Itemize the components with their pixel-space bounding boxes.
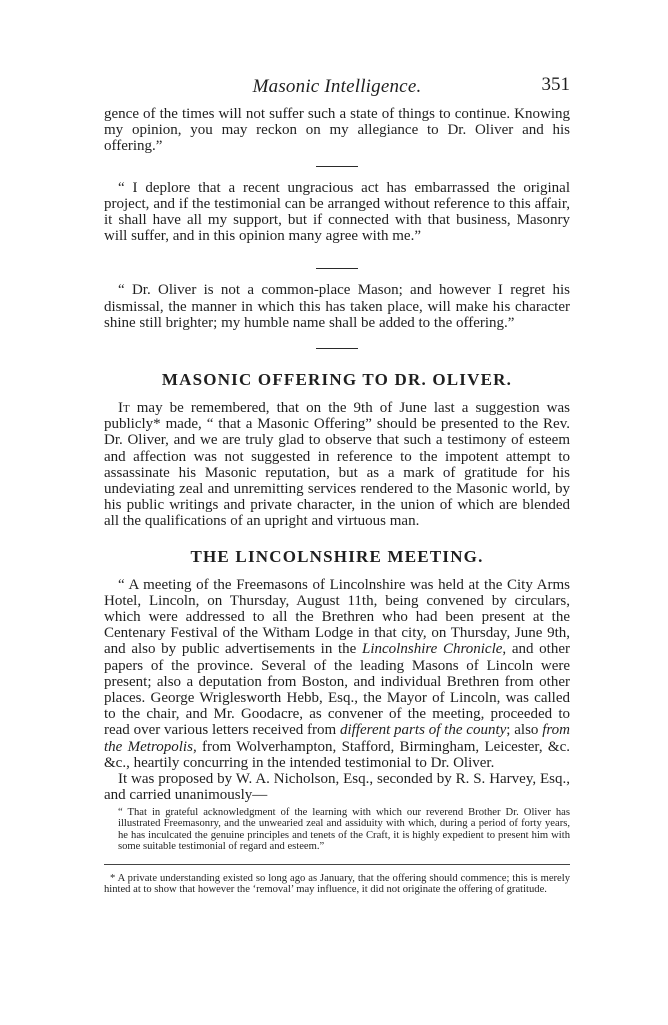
divider <box>316 166 358 167</box>
footnote <box>104 873 570 896</box>
newspaper-title: Lincolnshire Chronicle <box>362 641 503 658</box>
paragraph-text: may be remembered, that on the 9th of June last a suggestion was publicly* made, “ that a Masonic Offering” should be presented to the Rev. Dr. Oliver, and we are truly glad to observe that such a testimony of esteem and affection was not suggested in reference to the impotent attempt to assassinate his Masonic reputation, but as a mark of gratitude for his undeviating zeal and unremitting services rendered to the Masonic world, by his public writings and private character, in the union of which are blended all the qualifications of an upright and virtuous man. <box>104 400 570 530</box>
page-header <box>104 70 570 100</box>
running-title: Masonic Intelligence. <box>252 76 422 97</box>
emphasis-text: different parts of the county <box>340 722 507 739</box>
section-paragraph: It was proposed by W. A. Nicholson, Esq., seconded by R. S. Harvey, Esq., and carried unanimously— <box>104 771 570 804</box>
divider <box>316 348 358 349</box>
paragraph-text: ; also <box>506 722 543 739</box>
section-heading: THE LINCOLNSHIRE MEETING. <box>190 546 484 566</box>
letter-excerpt-3: “ Dr. Oliver is not a common-place Mason; and however I regret his dismissal, the manner in which this has taken place, will make his character shine still brighter; my humble name shall be added to the offering.” <box>104 282 570 331</box>
section-paragraph <box>104 400 570 530</box>
section-paragraph <box>104 577 570 771</box>
letter-excerpt-1: gence of the times will not suffer such a state of things to continue. Knowing my opinion, you may reckon on my allegiance to Dr. Oliver and his offering.” <box>104 106 570 155</box>
lead-word: It <box>118 400 130 417</box>
book-page <box>104 70 570 896</box>
letter-excerpt-2: “ I deplore that a recent ungracious act has embarrassed the original project, and if the testimonial can be arranged without reference to this affair, it shall have all my support, but if connected with that business, Masonry will suffer, and in this opinion many agree with me.” <box>104 179 570 245</box>
divider <box>316 268 358 269</box>
page-number: 351 <box>541 74 570 95</box>
resolution-text: “ That in grateful acknowledgment of the learning with which our reverend Brother Dr. Oliver has illustrated Freemasonry, and the unwearied zeal and assiduity with which, during a period of forty years, he has inculcated the genuine principles and tenets of the Craft, it is highly expedient to present him with some suitable testimonial of regard and esteem.” <box>118 806 570 853</box>
footnote-rule <box>104 864 570 865</box>
paragraph-text: , and other papers of the province. Several of the leading Masons of Lincoln were present; also a deputation from Boston, and individual Brethren from other places. George Wriglesworth Hebb, Esq., the Mayor of Lincoln, was called to the chair, and Mr. Goodacre, as convener of the meeting, proceeded to read over various letters received from <box>104 641 571 739</box>
paragraph-text: , from Wolverhampton, Stafford, Birmingham, Leicester, &c. &c., heartily concurring in the intended testimonial to Dr. Oliver. <box>104 738 570 771</box>
resolution-quote <box>104 807 570 853</box>
section-heading: MASONIC OFFERING TO DR. OLIVER. <box>161 370 513 390</box>
emphasis-text: from the Metropolis <box>104 722 570 755</box>
paragraph-text: “ A meeting of the Freemasons of Lincolnshire was held at the City Arms Hotel, Lincoln, on Thursday, August 11th, being convened by circulars, which were addressed to all the Brethren who had been present at the Centenary Festival of the Witham Lodge in that city, on Thursday, June 9th, and also by public advertisements in the <box>104 576 570 658</box>
footnote-text: * A private understanding existed so long ago as January, that the offering should commence; this is merely hinted at to show that however the ‘removal’ may influence, it did not originate the offering of gratitude. <box>104 872 570 896</box>
